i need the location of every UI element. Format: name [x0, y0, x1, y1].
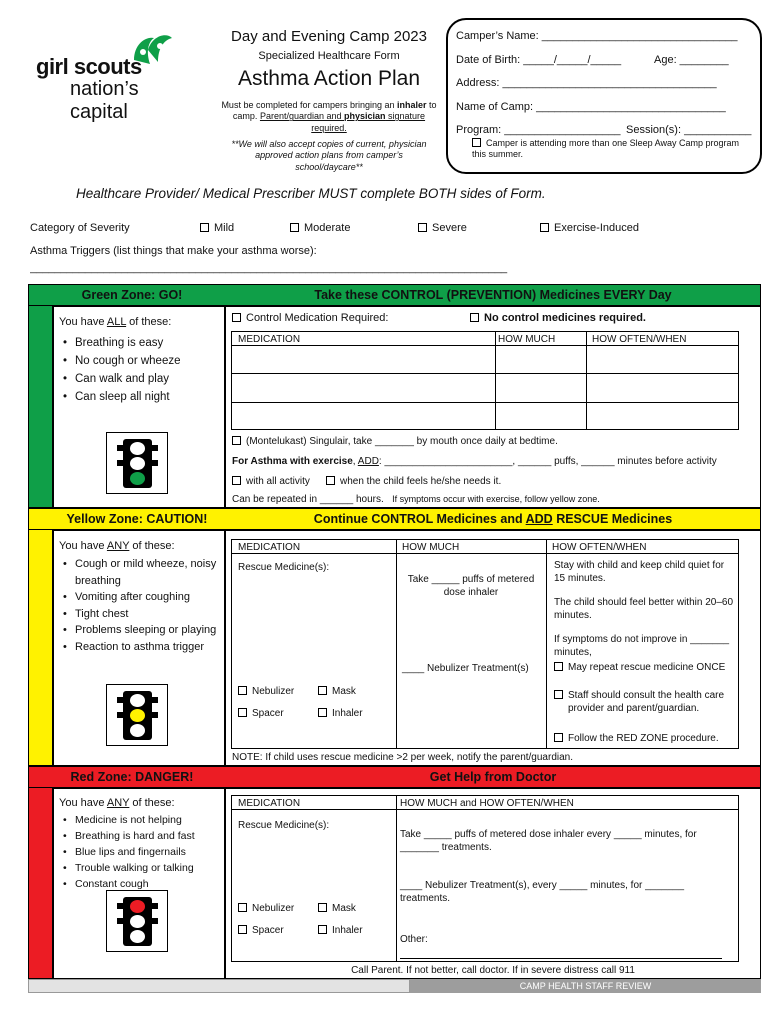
checkbox[interactable]: [326, 476, 335, 485]
list-item: • Reaction to asthma trigger: [59, 639, 221, 656]
red-rescue-label: Rescue Medicine(s):: [238, 820, 330, 831]
form-instructions: Must be completed for campers bringing an inhaler to camp. Parent/guardian and physician signature required.: [221, 100, 437, 133]
list-item: • Problems sleeping or playing: [59, 622, 221, 639]
severity-mild[interactable]: Mild: [200, 222, 234, 236]
list-item: • Can walk and play: [59, 370, 219, 388]
checkbox[interactable]: [232, 476, 241, 485]
exercise-line: For Asthma with exercise, ADD: _______________________, ______ puffs, ______ minutes before activity: [232, 456, 717, 467]
list-item: • Cough or mild wheeze, noisy breathing: [59, 556, 221, 589]
checkbox[interactable]: [238, 708, 247, 717]
col-how-much: HOW MUCH: [498, 334, 556, 345]
checkbox[interactable]: [318, 925, 327, 934]
checkbox[interactable]: [200, 223, 209, 232]
yellow-stay-with-child: Stay with child and keep child quiet for 15 minutes.: [554, 560, 725, 584]
camper-info-box: [446, 18, 762, 174]
list-item: • Trouble walking or talking: [59, 860, 223, 876]
checkbox[interactable]: [318, 708, 327, 717]
checkbox[interactable]: [232, 313, 241, 322]
age-field[interactable]: Age: ________: [654, 54, 729, 66]
checkbox[interactable]: [418, 223, 427, 232]
red-symptom-list: [59, 812, 223, 892]
yellow-feel-better: The child should feel better within 20–60 minutes.: [554, 597, 734, 621]
when-child-feels-option[interactable]: when the child feels he/she needs it.: [326, 476, 501, 489]
provider-instruction: Healthcare Provider/ Medical Prescriber MUST complete BOTH sides of Form.: [76, 186, 546, 201]
checkbox[interactable]: [232, 436, 241, 445]
col-medication: MEDICATION: [238, 542, 301, 553]
sleepaway-checkbox[interactable]: [472, 138, 481, 147]
col-how: HOW MUCH and HOW OFTEN/WHEN: [400, 798, 574, 809]
list-item: • Tight chest: [59, 606, 221, 623]
traffic-light-yellow: [106, 684, 168, 746]
red-zone-side: [28, 766, 53, 979]
montelukast-option[interactable]: (Montelukast) Singulair, take _______ by mouth once daily at bedtime.: [232, 436, 558, 449]
sleepaway-option[interactable]: Camper is attending more than one Sleep Away Camp program this summer.: [472, 138, 739, 160]
checkbox[interactable]: [238, 925, 247, 934]
red-mask-option[interactable]: Mask: [318, 903, 356, 916]
list-item: • Blue lips and fingernails: [59, 844, 223, 860]
list-item: • Vomiting after coughing: [59, 589, 221, 606]
form-subtitle: Specialized Healthcare Form: [258, 50, 400, 62]
yellow-note: NOTE: If child uses rescue medicine >2 per week, notify the parent/guardian.: [232, 752, 574, 763]
green-zone-side: [28, 284, 53, 508]
yellow-action-repeat[interactable]: May repeat rescue medicine ONCE: [554, 662, 736, 675]
checkbox[interactable]: [318, 903, 327, 912]
session-field[interactable]: Session(s): ___________: [626, 124, 752, 136]
red-other-line: [400, 958, 722, 959]
col-how-often: HOW OFTEN/WHEN: [592, 334, 687, 345]
checkbox[interactable]: [318, 686, 327, 695]
plan-title: Asthma Action Plan: [237, 67, 421, 90]
checkbox[interactable]: [238, 686, 247, 695]
copies-note: **We will also accept copies of current, physician approved action plans from camper’s school/daycare**: [231, 139, 427, 172]
traffic-light-icon: [123, 439, 152, 488]
staff-review-bar: CAMP HEALTH STAFF REVIEW: [410, 979, 761, 993]
green-zone-title: Green Zone: GO!: [81, 288, 183, 302]
yellow-inhaler-option[interactable]: Inhaler: [318, 708, 363, 721]
camper-name-field[interactable]: Camper’s Name: ________________________________: [456, 30, 738, 42]
col-medication: MEDICATION: [238, 334, 301, 345]
traffic-light-icon: [123, 691, 152, 740]
list-item: • Constant cough: [59, 876, 223, 892]
yellow-nebulizer-option[interactable]: Nebulizer: [238, 686, 294, 699]
checkbox[interactable]: [554, 690, 563, 699]
address-field[interactable]: Address: ___________________________________: [456, 77, 717, 89]
checkbox[interactable]: [238, 903, 247, 912]
green-have-label: You have ALL of these:: [59, 316, 172, 328]
yellow-no-improve: If symptoms do not improve in _______ minutes,: [554, 634, 730, 658]
org-logo: [36, 30, 196, 123]
triggers-label: Asthma Triggers (list things that make your asthma worse):: [30, 245, 317, 257]
red-spacer-option[interactable]: Spacer: [238, 925, 284, 938]
severity-severe[interactable]: Severe: [418, 222, 467, 236]
list-item: • Can sleep all night: [59, 388, 219, 406]
checkbox[interactable]: [554, 662, 563, 671]
org-name-line1: girl scouts: [36, 54, 142, 79]
red-zone-title: Red Zone: DANGER!: [70, 770, 194, 784]
org-name-line2: nation’s capital: [70, 78, 139, 123]
severity-exercise[interactable]: Exercise-Induced: [540, 222, 639, 236]
severity-moderate[interactable]: Moderate: [290, 222, 350, 236]
camp-name-field[interactable]: Name of Camp: _______________________________: [456, 101, 726, 113]
checkbox[interactable]: [470, 313, 479, 322]
severity-label: Category of Severity: [30, 222, 130, 234]
col-how-much: HOW MUCH: [402, 542, 460, 553]
red-nebulizer-option[interactable]: Nebulizer: [238, 903, 294, 916]
green-zone-banner: Take these CONTROL (PREVENTION) Medicines EVERY Day: [314, 288, 672, 302]
yellow-take-puffs: Take _____ puffs of metered dose inhaler: [407, 574, 535, 598]
yellow-have-label: You have ANY of these:: [59, 540, 175, 552]
yellow-action-consult[interactable]: Staff should consult the health care provider and parent/guardian.: [554, 690, 736, 715]
list-item: • Breathing is hard and fast: [59, 828, 223, 844]
red-nebulizer: ____ Nebulizer Treatment(s), every _____ minutes, for _______ treatments.: [400, 880, 685, 904]
yellow-zone-title: Yellow Zone: CAUTION!: [66, 512, 208, 526]
list-item: • Medicine is not helping: [59, 812, 223, 828]
yellow-symptom-list: [59, 556, 221, 655]
traffic-light-green: [106, 432, 168, 494]
col-how-often: HOW OFTEN/WHEN: [552, 542, 647, 553]
yellow-action-red-zone[interactable]: Follow the RED ZONE procedure.: [554, 733, 736, 746]
yellow-zone-side: [28, 508, 53, 766]
staff-review-blank: [28, 979, 410, 993]
checkbox[interactable]: [540, 223, 549, 232]
green-symptom-list: [59, 334, 219, 406]
red-take-puffs: Take _____ puffs of metered dose inhaler every _____ minutes, for _______ treatments.: [400, 829, 697, 853]
with-all-activity-option[interactable]: with all activity: [232, 476, 310, 489]
dob-field[interactable]: Date of Birth: _____/_____/_____: [456, 54, 622, 66]
traffic-light-red: [106, 890, 168, 952]
checkbox[interactable]: [554, 733, 563, 742]
triggers-blank[interactable]: ______________________________________________________________________________: [30, 262, 508, 274]
yellow-spacer-option[interactable]: Spacer: [238, 708, 284, 721]
yellow-zone-banner: Continue CONTROL Medicines and ADD RESCUE Medicines: [313, 512, 673, 526]
red-other[interactable]: Other:: [400, 934, 428, 945]
repeat-line: Can be repeated in ______ hours. If symptoms occur with exercise, follow yellow zone.: [232, 494, 600, 505]
traffic-light-icon: [123, 897, 152, 946]
checkbox[interactable]: [290, 223, 299, 232]
red-footer: Call Parent. If not better, call doctor. If in severe distress call 911: [351, 965, 635, 976]
red-have-label: You have ANY of these:: [59, 797, 175, 809]
red-zone-banner: Get Help from Doctor: [429, 770, 557, 784]
yellow-mask-option[interactable]: Mask: [318, 686, 356, 699]
camp-title: Day and Evening Camp 2023: [231, 28, 427, 45]
no-control-option[interactable]: No control medicines required.: [470, 312, 646, 326]
control-required-option[interactable]: Control Medication Required:: [232, 312, 388, 326]
red-inhaler-option[interactable]: Inhaler: [318, 925, 363, 938]
col-medication: MEDICATION: [238, 798, 301, 809]
list-item: • No cough or wheeze: [59, 352, 219, 370]
yellow-rescue-label: Rescue Medicine(s):: [238, 562, 330, 573]
list-item: • Breathing is easy: [59, 334, 219, 352]
yellow-nebulizer-treatment: ____ Nebulizer Treatment(s): [402, 663, 529, 674]
program-field[interactable]: Program: ___________________: [456, 124, 621, 136]
